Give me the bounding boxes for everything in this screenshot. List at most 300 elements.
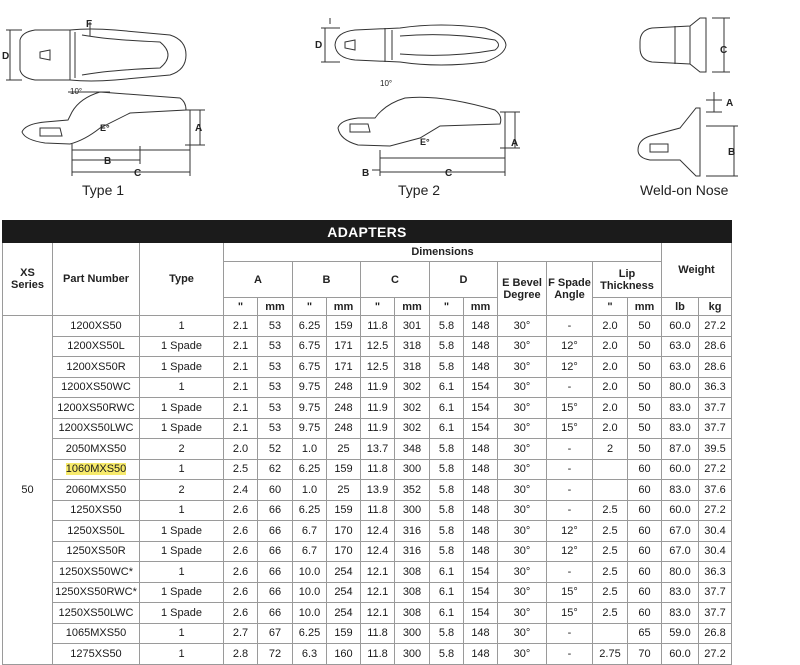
type1-label-f: F (86, 19, 93, 30)
cell-lip-mm: 60 (628, 582, 662, 603)
cell-c-mm: 308 (395, 582, 430, 603)
cell-e-bevel: 30° (498, 377, 547, 398)
cell-weight-lb: 63.0 (662, 357, 699, 378)
cell-weight-kg: 37.7 (699, 418, 732, 439)
cell-d-mm: 154 (464, 418, 498, 439)
cell-b-mm: 171 (327, 357, 361, 378)
cell-weight-kg: 36.3 (699, 377, 732, 398)
cell-c-mm: 318 (395, 357, 430, 378)
table-row (3, 500, 732, 521)
cell-weight-lb: 83.0 (662, 480, 699, 501)
cell-d-mm: 148 (464, 336, 498, 357)
cell-f-spade: - (547, 623, 593, 644)
cell-d-inch: 6.1 (430, 398, 464, 419)
cell-type: 1 (140, 562, 224, 583)
cell-e-bevel: 30° (498, 418, 547, 439)
cell-b-inch: 9.75 (293, 377, 327, 398)
cell-d-mm: 148 (464, 357, 498, 378)
cell-weight-lb: 67.0 (662, 521, 699, 542)
cell-weight-lb: 60.0 (662, 644, 699, 665)
table-row (3, 439, 732, 460)
cell-type: 1 Spade (140, 521, 224, 542)
cell-b-inch: 6.7 (293, 521, 327, 542)
cell-weight-kg: 30.4 (699, 521, 732, 542)
adapters-table (2, 220, 732, 665)
cell-lip-mm: 50 (628, 398, 662, 419)
cell-lip-mm: 50 (628, 336, 662, 357)
cell-d-mm: 148 (464, 521, 498, 542)
cell-lip-inch: 2.0 (593, 357, 628, 378)
cell-a-inch: 2.0 (224, 439, 258, 460)
cell-weight-kg: 27.2 (699, 316, 732, 337)
cell-d-mm: 148 (464, 623, 498, 644)
cell-f-spade: - (547, 500, 593, 521)
cell-lip-inch: 2.5 (593, 603, 628, 624)
cell-c-inch: 12.4 (361, 521, 395, 542)
header-xs-series: XS Series (3, 243, 53, 316)
cell-part-number: 1250XS50RWC* (53, 582, 140, 603)
cell-type: 1 (140, 459, 224, 480)
cell-lip-mm: 60 (628, 562, 662, 583)
unit-lb: lb (662, 298, 699, 316)
cell-weight-kg: 26.8 (699, 623, 732, 644)
cell-a-mm: 72 (258, 644, 293, 665)
type2-top-view (321, 18, 506, 65)
cell-e-bevel: 30° (498, 357, 547, 378)
cell-e-bevel: 30° (498, 623, 547, 644)
type2-caption: Type 2 (398, 182, 441, 198)
table-row (3, 603, 732, 624)
cell-part-number: 1275XS50 (53, 644, 140, 665)
cell-c-mm: 352 (395, 480, 430, 501)
cell-weight-kg: 27.2 (699, 459, 732, 480)
cell-f-spade: - (547, 377, 593, 398)
cell-a-inch: 2.6 (224, 500, 258, 521)
cell-f-spade: - (547, 316, 593, 337)
cell-lip-inch: 2.5 (593, 500, 628, 521)
unit-a-inch: " (224, 298, 258, 316)
cell-type: 1 Spade (140, 336, 224, 357)
cell-weight-kg: 39.5 (699, 439, 732, 460)
cell-e-bevel: 30° (498, 541, 547, 562)
table-row (3, 377, 732, 398)
header-f-spade: F Spade Angle (547, 262, 593, 316)
cell-c-inch: 11.8 (361, 644, 395, 665)
type2-label-c: C (445, 168, 453, 179)
unit-lip-mm: mm (628, 298, 662, 316)
cell-a-mm: 53 (258, 316, 293, 337)
cell-a-mm: 66 (258, 541, 293, 562)
cell-lip-mm: 50 (628, 418, 662, 439)
cell-lip-inch: 2 (593, 439, 628, 460)
cell-b-inch: 1.0 (293, 439, 327, 460)
cell-c-inch: 11.8 (361, 316, 395, 337)
cell-a-mm: 62 (258, 459, 293, 480)
header-e-bevel: E Bevel Degree (498, 262, 547, 316)
header-a: A (224, 262, 293, 298)
cell-b-inch: 6.75 (293, 357, 327, 378)
cell-d-mm: 154 (464, 603, 498, 624)
cell-c-mm: 316 (395, 521, 430, 542)
cell-d-mm: 148 (464, 541, 498, 562)
weldon-caption: Weld-on Nose (640, 182, 729, 198)
cell-c-mm: 318 (395, 336, 430, 357)
cell-b-mm: 159 (327, 316, 361, 337)
cell-type: 1 Spade (140, 541, 224, 562)
cell-d-inch: 5.8 (430, 336, 464, 357)
cell-lip-mm: 60 (628, 480, 662, 501)
cell-weight-kg: 36.3 (699, 562, 732, 583)
cell-f-spade: - (547, 480, 593, 501)
cell-lip-inch: 2.0 (593, 377, 628, 398)
cell-c-inch: 11.8 (361, 623, 395, 644)
cell-c-inch: 13.7 (361, 439, 395, 460)
cell-b-inch: 9.75 (293, 398, 327, 419)
cell-c-mm: 301 (395, 316, 430, 337)
cell-part-number: 1200XS50WC (53, 377, 140, 398)
cell-c-inch: 12.4 (361, 541, 395, 562)
diagram-area (0, 0, 800, 215)
cell-weight-lb: 59.0 (662, 623, 699, 644)
table-body (3, 316, 732, 665)
cell-part-number: 1250XS50WC* (53, 562, 140, 583)
header-dimensions: Dimensions (224, 243, 662, 262)
cell-a-mm: 60 (258, 480, 293, 501)
cell-c-mm: 302 (395, 418, 430, 439)
cell-b-mm: 159 (327, 459, 361, 480)
cell-weight-lb: 60.0 (662, 500, 699, 521)
cell-e-bevel: 30° (498, 336, 547, 357)
cell-weight-kg: 28.6 (699, 357, 732, 378)
cell-weight-lb: 67.0 (662, 541, 699, 562)
cell-lip-mm: 60 (628, 603, 662, 624)
cell-a-inch: 2.4 (224, 480, 258, 501)
unit-lip-inch: " (593, 298, 628, 316)
table-row (3, 480, 732, 501)
cell-a-inch: 2.6 (224, 582, 258, 603)
cell-lip-mm: 60 (628, 541, 662, 562)
cell-part-number: 2050MXS50 (53, 439, 140, 460)
cell-c-mm: 348 (395, 439, 430, 460)
cell-a-inch: 2.1 (224, 398, 258, 419)
cell-b-mm: 25 (327, 480, 361, 501)
cell-lip-inch: 2.0 (593, 336, 628, 357)
cell-part-number: 1250XS50 (53, 500, 140, 521)
cell-b-inch: 6.3 (293, 644, 327, 665)
cell-d-inch: 5.8 (430, 480, 464, 501)
table-row (3, 357, 732, 378)
cell-weight-kg: 27.2 (699, 644, 732, 665)
cell-f-spade: 15° (547, 603, 593, 624)
cell-d-mm: 148 (464, 644, 498, 665)
cell-lip-inch: 2.5 (593, 562, 628, 583)
cell-a-inch: 2.1 (224, 336, 258, 357)
cell-d-mm: 148 (464, 316, 498, 337)
cell-lip-mm: 50 (628, 357, 662, 378)
type1-side-view (22, 92, 205, 176)
cell-weight-kg: 37.7 (699, 398, 732, 419)
cell-b-mm: 159 (327, 500, 361, 521)
cell-a-mm: 66 (258, 500, 293, 521)
cell-b-inch: 6.25 (293, 500, 327, 521)
cell-f-spade: 15° (547, 418, 593, 439)
cell-d-mm: 154 (464, 582, 498, 603)
header-weight: Weight (662, 243, 732, 298)
cell-f-spade: - (547, 439, 593, 460)
cell-b-mm: 248 (327, 418, 361, 439)
cell-c-inch: 11.9 (361, 377, 395, 398)
cell-c-inch: 12.5 (361, 357, 395, 378)
cell-b-inch: 6.25 (293, 623, 327, 644)
type1-label-c: C (134, 168, 142, 179)
table-row (3, 644, 732, 665)
cell-c-mm: 300 (395, 500, 430, 521)
cell-lip-mm: 50 (628, 316, 662, 337)
type1-label-angle: 10° (70, 87, 83, 96)
unit-a-mm: mm (258, 298, 293, 316)
cell-a-inch: 2.1 (224, 316, 258, 337)
cell-a-inch: 2.7 (224, 623, 258, 644)
cell-d-inch: 5.8 (430, 623, 464, 644)
table-row (3, 398, 732, 419)
cell-d-mm: 154 (464, 377, 498, 398)
table-row (3, 316, 732, 337)
header-part-number: Part Number (53, 243, 140, 316)
cell-e-bevel: 30° (498, 398, 547, 419)
cell-b-mm: 170 (327, 521, 361, 542)
cell-d-mm: 148 (464, 480, 498, 501)
cell-a-inch: 2.6 (224, 603, 258, 624)
cell-weight-lb: 60.0 (662, 459, 699, 480)
header-d: D (430, 262, 498, 298)
cell-lip-inch: 2.0 (593, 398, 628, 419)
cell-weight-lb: 63.0 (662, 336, 699, 357)
cell-a-inch: 2.5 (224, 459, 258, 480)
cell-part-number: 1200XS50R (53, 357, 140, 378)
cell-part-number: 1200XS50L (53, 336, 140, 357)
cell-type: 2 (140, 480, 224, 501)
cell-b-mm: 254 (327, 562, 361, 583)
cell-e-bevel: 30° (498, 521, 547, 542)
cell-a-inch: 2.1 (224, 418, 258, 439)
cell-a-mm: 53 (258, 418, 293, 439)
cell-weight-kg: 37.7 (699, 603, 732, 624)
cell-b-inch: 6.25 (293, 459, 327, 480)
cell-type: 1 (140, 644, 224, 665)
cell-c-inch: 11.8 (361, 459, 395, 480)
cell-part-number: 1200XS50RWC (53, 398, 140, 419)
cell-a-mm: 66 (258, 562, 293, 583)
cell-c-mm: 316 (395, 541, 430, 562)
table-row (3, 459, 732, 480)
cell-d-inch: 5.8 (430, 459, 464, 480)
unit-b-inch: " (293, 298, 327, 316)
unit-kg: kg (699, 298, 732, 316)
cell-weight-lb: 83.0 (662, 398, 699, 419)
cell-d-inch: 6.1 (430, 418, 464, 439)
highlighted-part-number: 1060MXS50 (65, 463, 127, 476)
table-title: ADAPTERS (3, 221, 732, 243)
cell-a-inch: 2.6 (224, 521, 258, 542)
cell-c-mm: 300 (395, 623, 430, 644)
cell-lip-mm: 50 (628, 439, 662, 460)
cell-c-mm: 302 (395, 377, 430, 398)
table-row (3, 418, 732, 439)
cell-b-mm: 171 (327, 336, 361, 357)
xs-series-value: 50 (3, 316, 53, 665)
cell-lip-inch: 2.5 (593, 541, 628, 562)
type1-caption: Type 1 (82, 182, 125, 198)
weldon-label-c: C (720, 45, 728, 56)
cell-part-number: 1250XS50LWC (53, 603, 140, 624)
cell-d-mm: 154 (464, 562, 498, 583)
cell-b-inch: 10.0 (293, 603, 327, 624)
cell-part-number: 1250XS50R (53, 541, 140, 562)
cell-c-inch: 12.1 (361, 603, 395, 624)
table-row (3, 623, 732, 644)
weldon-top-view (640, 18, 730, 72)
unit-c-mm: mm (395, 298, 430, 316)
header-c: C (361, 262, 430, 298)
cell-f-spade: 12° (547, 357, 593, 378)
cell-b-mm: 170 (327, 541, 361, 562)
cell-lip-inch: 2.0 (593, 418, 628, 439)
cell-type: 1 Spade (140, 357, 224, 378)
cell-part-number: 1250XS50L (53, 521, 140, 542)
table-row (3, 562, 732, 583)
cell-c-inch: 12.1 (361, 582, 395, 603)
cell-f-spade: 12° (547, 541, 593, 562)
cell-e-bevel: 30° (498, 603, 547, 624)
cell-a-mm: 66 (258, 521, 293, 542)
cell-a-mm: 53 (258, 377, 293, 398)
cell-d-inch: 6.1 (430, 377, 464, 398)
cell-weight-lb: 83.0 (662, 582, 699, 603)
cell-e-bevel: 30° (498, 562, 547, 583)
weldon-side-view (638, 92, 738, 176)
cell-type: 1 Spade (140, 603, 224, 624)
cell-c-mm: 300 (395, 644, 430, 665)
cell-a-mm: 66 (258, 603, 293, 624)
cell-d-inch: 6.1 (430, 582, 464, 603)
cell-type: 1 Spade (140, 398, 224, 419)
cell-b-inch: 6.25 (293, 316, 327, 337)
cell-f-spade: 15° (547, 582, 593, 603)
type2-label-angle: 10° (380, 79, 393, 88)
cell-e-bevel: 30° (498, 316, 547, 337)
cell-d-inch: 5.8 (430, 521, 464, 542)
cell-a-inch: 2.1 (224, 377, 258, 398)
cell-lip-inch: 2.0 (593, 316, 628, 337)
cell-b-mm: 254 (327, 603, 361, 624)
cell-lip-mm: 50 (628, 377, 662, 398)
cell-b-inch: 10.0 (293, 562, 327, 583)
cell-b-inch: 6.75 (293, 336, 327, 357)
cell-weight-lb: 60.0 (662, 316, 699, 337)
cell-c-inch: 12.1 (361, 562, 395, 583)
cell-a-mm: 53 (258, 336, 293, 357)
cell-weight-kg: 37.7 (699, 582, 732, 603)
type1-label-d: D (2, 51, 10, 62)
cell-b-inch: 9.75 (293, 418, 327, 439)
cell-a-inch: 2.1 (224, 357, 258, 378)
type1-top-view (6, 22, 186, 81)
cell-e-bevel: 30° (498, 582, 547, 603)
cell-d-inch: 5.8 (430, 644, 464, 665)
cell-d-inch: 5.8 (430, 439, 464, 460)
cell-lip-inch: 2.5 (593, 582, 628, 603)
unit-d-inch: " (430, 298, 464, 316)
cell-lip-inch: 2.75 (593, 644, 628, 665)
cell-weight-kg: 27.2 (699, 500, 732, 521)
header-type: Type (140, 243, 224, 316)
cell-e-bevel: 30° (498, 644, 547, 665)
cell-d-inch: 5.8 (430, 316, 464, 337)
unit-c-inch: " (361, 298, 395, 316)
cell-weight-kg: 30.4 (699, 541, 732, 562)
cell-a-mm: 53 (258, 357, 293, 378)
cell-a-inch: 2.6 (224, 562, 258, 583)
cell-weight-lb: 80.0 (662, 562, 699, 583)
cell-c-inch: 11.9 (361, 398, 395, 419)
cell-lip-mm: 60 (628, 500, 662, 521)
cell-c-mm: 308 (395, 603, 430, 624)
cell-lip-inch (593, 623, 628, 644)
type2-label-d: D (315, 40, 323, 51)
weldon-label-b: B (728, 147, 736, 158)
table-row (3, 582, 732, 603)
cell-a-mm: 53 (258, 398, 293, 419)
cell-part-number: 1200XS50LWC (53, 418, 140, 439)
cell-lip-mm: 60 (628, 521, 662, 542)
table-row (3, 541, 732, 562)
cell-d-mm: 154 (464, 398, 498, 419)
cell-weight-kg: 28.6 (699, 336, 732, 357)
cell-e-bevel: 30° (498, 439, 547, 460)
cell-f-spade: - (547, 644, 593, 665)
cell-a-mm: 67 (258, 623, 293, 644)
cell-e-bevel: 30° (498, 500, 547, 521)
cell-type: 1 (140, 316, 224, 337)
cell-weight-lb: 80.0 (662, 377, 699, 398)
type2-label-b: B (362, 168, 370, 179)
table-row (3, 336, 732, 357)
cell-part-number: 2060MXS50 (53, 480, 140, 501)
cell-b-mm: 254 (327, 582, 361, 603)
cell-b-inch: 10.0 (293, 582, 327, 603)
cell-d-mm: 148 (464, 439, 498, 460)
cell-b-inch: 6.7 (293, 541, 327, 562)
cell-c-mm: 302 (395, 398, 430, 419)
cell-f-spade: 15° (547, 398, 593, 419)
type1-label-e: E° (100, 123, 110, 133)
weldon-label-a: A (726, 98, 734, 109)
cell-b-mm: 248 (327, 377, 361, 398)
table-row (3, 521, 732, 542)
cell-f-spade: - (547, 562, 593, 583)
cell-e-bevel: 30° (498, 459, 547, 480)
cell-weight-lb: 83.0 (662, 418, 699, 439)
cell-a-inch: 2.8 (224, 644, 258, 665)
cell-weight-lb: 83.0 (662, 603, 699, 624)
cell-a-mm: 52 (258, 439, 293, 460)
cell-type: 1 (140, 623, 224, 644)
cell-d-inch: 6.1 (430, 603, 464, 624)
cell-d-inch: 5.8 (430, 541, 464, 562)
cell-type: 2 (140, 439, 224, 460)
cell-type: 1 Spade (140, 418, 224, 439)
cell-c-inch: 12.5 (361, 336, 395, 357)
